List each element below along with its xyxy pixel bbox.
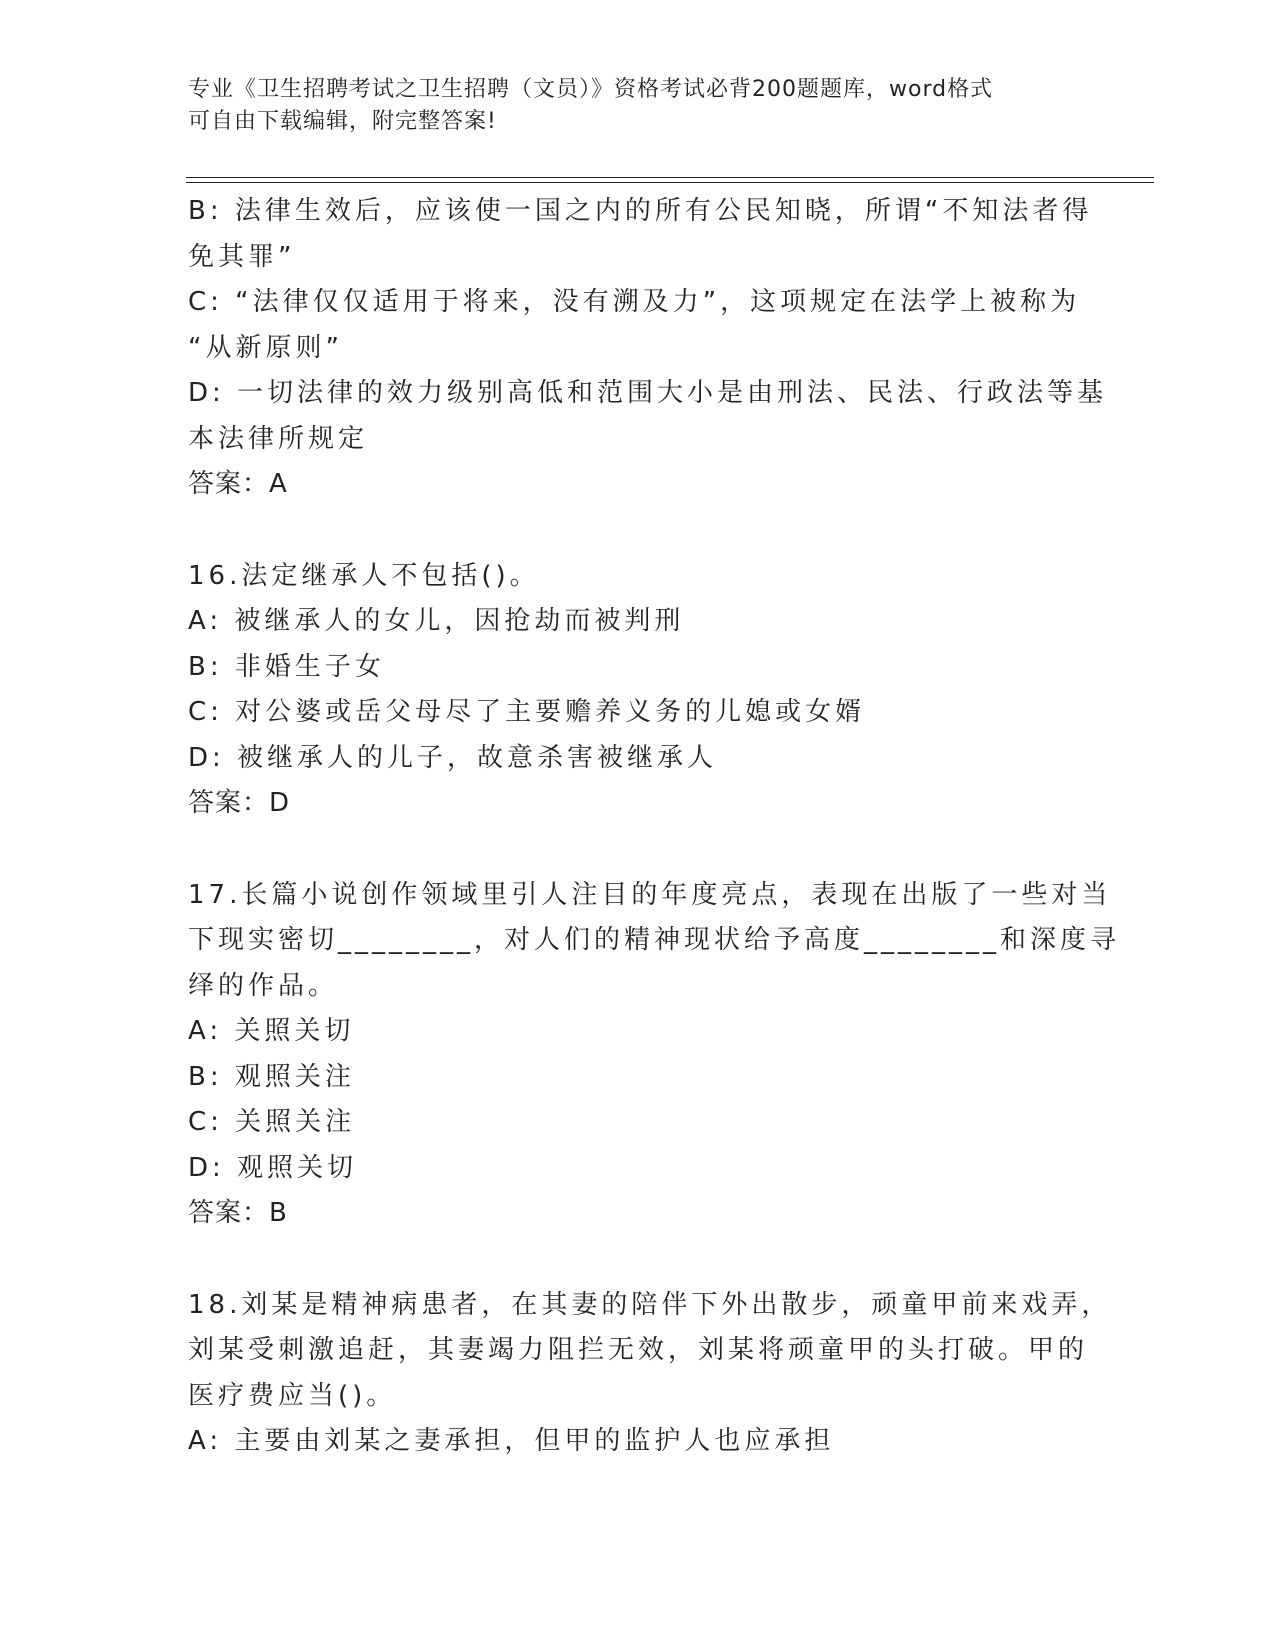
q16-option-c: C: 对公婆或岳父母尽了主要赡养义务的儿媳或女婿 — [188, 697, 866, 727]
header-title-line-2: 可自由下载编辑，附完整答案! — [188, 109, 497, 134]
q18-option-a: A: 主要由刘某之妻承担，但甲的监护人也应承担 — [188, 1426, 835, 1456]
spacer — [188, 1237, 1088, 1283]
q17-stem-line-1: 17.长篇小说创作领域里引人注目的年度亮点，表现在出版了一些对当 — [188, 879, 1112, 910]
q15-option-d-line-2: 本法律所规定 — [188, 423, 369, 454]
header-divider-bottom — [186, 182, 1154, 183]
q16-stem: 16.法定继承人不包括()。 — [188, 560, 540, 591]
q17-option-b: B: 观照关注 — [188, 1061, 355, 1092]
spacer — [188, 508, 1088, 554]
q17-option-a: A: 关照关切 — [188, 1016, 355, 1046]
q17-stem-line-3: 绎的作品。 — [188, 970, 339, 1001]
header-divider-top — [186, 177, 1154, 178]
q15-option-c-line-1: C: “法律仅仅适用于将来，没有溯及力”，这项规定在法学上被称为 — [188, 287, 1081, 317]
header-title-line-1: 专业《卫生招聘考试之卫生招聘（文员）》资格考试必背200题题库，word格式 — [188, 77, 994, 102]
question-18 — [188, 1283, 1112, 1465]
q16-option-b: B: 非婚生子女 — [188, 651, 385, 682]
question-17 — [188, 873, 1121, 1237]
q16-answer: 答案：D — [188, 788, 291, 818]
document-body — [188, 189, 1121, 1465]
q18-stem-line-2: 刘某受刺激追赶，其妻竭力阻拦无效，刘某将顽童甲的头打破。甲的 — [188, 1335, 1089, 1365]
q15-option-c-line-2: “从新原则” — [188, 332, 343, 363]
q15-option-d-line-1: D: 一切法律的效力级别高低和范围大小是由刑法、民法、行政法等基 — [188, 378, 1108, 408]
q17-option-c: C: 关照关注 — [188, 1107, 356, 1137]
question-15 — [188, 189, 1108, 508]
q18-stem-line-3: 医疗费应当()。 — [188, 1380, 397, 1411]
spacer — [188, 827, 1088, 873]
q15-answer: 答案：A — [188, 469, 288, 499]
q17-answer: 答案：B — [188, 1198, 288, 1228]
q18-stem-line-1: 18.刘某是精神病患者，在其妻的陪伴下外出散步，顽童甲前来戏弄， — [188, 1289, 1112, 1320]
q15-option-b-line-2: 免其罪” — [188, 241, 296, 272]
q15-option-b-line-1: B: 法律生效后，应该使一国之内的所有公民知晓，所谓“不知法者得 — [188, 196, 1093, 226]
q16-option-d: D: 被继承人的儿子，故意杀害被继承人 — [188, 742, 718, 773]
q17-option-d: D: 观照关切 — [188, 1152, 358, 1183]
q17-stem-line-2: 下现实密切________，对人们的精神现状给予高度________和深度寻 — [188, 925, 1121, 955]
document-header — [188, 74, 1088, 138]
q16-option-a: A: 被继承人的女儿，因抢劫而被判刑 — [188, 606, 685, 636]
question-16 — [188, 554, 1088, 827]
